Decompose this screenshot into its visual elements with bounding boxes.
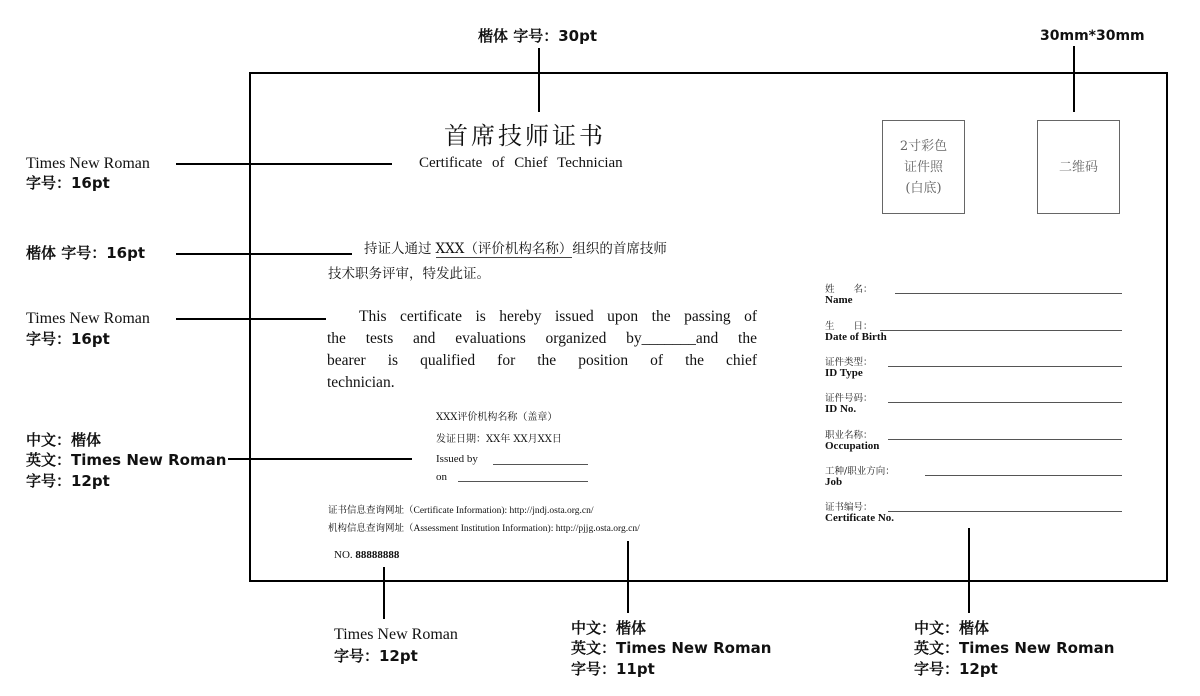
annotation-issuer-en: 英文：Times New Roman [26,451,227,469]
field-value-line [880,330,1122,331]
issued-on-line [458,481,588,482]
annotation-title-en-font: Times New Roman [26,155,150,172]
field-value-line [888,511,1122,512]
issue-date-cn: 发证日期：XX年 XX月XX日 [436,434,562,445]
field-label-en: Job [825,476,843,488]
annotation-para-en-font: Times New Roman [26,310,150,327]
annotation-title-cn-font: 楷体 字号：30pt [478,27,598,45]
issued-on-label: on [436,471,447,483]
paragraph-cn-suffix: 组织的首席技师 [572,241,667,257]
field-value-line [888,439,1122,440]
annotation-fields-en: 英文：Times New Roman [914,639,1115,657]
paragraph-cn-line2: 技术职务评审，特发此证。 [328,266,490,282]
annotation-number-size: 字号：12pt [334,647,418,665]
field-label-cn: 姓 名： [825,284,873,295]
field-label-en: ID Type [825,367,863,379]
field-label-cn: 证书编号： [825,502,873,513]
paragraph-en-line3: bearer is qualified for the position of the chief [327,352,757,369]
photo-label-line1: 2寸彩色 [899,138,948,154]
field-label-en: ID No. [825,403,857,415]
annotation-title-en-size: 字号：16pt [26,174,110,192]
qr-code-label: 二维码 [1058,159,1098,175]
field-label-cn: 证件类型： [825,357,873,368]
field-value-line [888,366,1122,367]
url-institution-info[interactable]: 机构信息查询网址（Assessment Institution Information): http://pjjg.osta.org.cn/ [328,524,640,534]
paragraph-cn-prefix: 持证人通过 [364,241,432,257]
field-label-cn: 证件号码： [825,393,873,404]
annotation-photo-size: 30mm*30mm [1040,28,1145,44]
issued-by-label: Issued by [436,453,478,465]
qr-code-placeholder [1037,120,1120,214]
annotation-para-en-size: 字号：16pt [26,330,110,348]
photo-placeholder [882,120,965,214]
annotation-para-cn-font: 楷体 字号：16pt [26,244,146,262]
field-label-cn: 职业名称： [825,430,873,441]
issuer-seal: XXX评价机构名称（盖章） [436,412,558,423]
annotation-url-en: 英文：Times New Roman [571,639,772,657]
photo-label-line2: 证件照 [903,159,943,175]
field-label-en: Certificate No. [825,512,895,524]
paragraph-cn-org: XXX（评价机构名称） [435,241,573,257]
field-label-en: Occupation [825,440,880,452]
number-label: NO. [334,549,353,561]
field-value-line [925,475,1122,476]
url-certificate-info[interactable]: 证书信息查询网址（Certificate Information): http://jndj.osta.org.cn/ [328,506,594,516]
annotation-fields-cn: 中文：楷体 [914,619,990,637]
field-label-en: Name [825,294,853,306]
annotation-fields-size: 字号：12pt [914,660,998,678]
paragraph-en-line1: This certificate is hereby issued upon the passing of [359,308,757,325]
paragraph-cn-line1 [364,237,667,262]
paragraph-en-line4: technician. [327,374,395,391]
certificate-title-en: Certificate of Chief Technician [419,155,623,171]
photo-label-line3: (白底) [905,180,942,196]
issued-by-line [493,464,588,465]
annotation-issuer-cn: 中文：楷体 [26,431,102,449]
paragraph-en-line2: the tests and evaluations organized by_______and the [327,330,757,347]
annotation-number-font: Times New Roman [334,626,458,643]
field-value-line [888,402,1122,403]
field-label-en: Date of Birth [825,331,887,343]
field-label-cn: 工种/职业方向： [825,466,895,477]
certificate-title-cn: 首席技师证书 [444,122,606,150]
certificate-number [334,549,399,561]
field-label-cn: 生 日： [825,321,873,332]
annotation-issuer-size: 字号：12pt [26,472,110,490]
field-value-line [895,293,1122,294]
number-value: 88888888 [355,549,400,561]
annotation-url-cn: 中文：楷体 [571,619,647,637]
annotation-url-size: 字号：11pt [571,660,655,678]
